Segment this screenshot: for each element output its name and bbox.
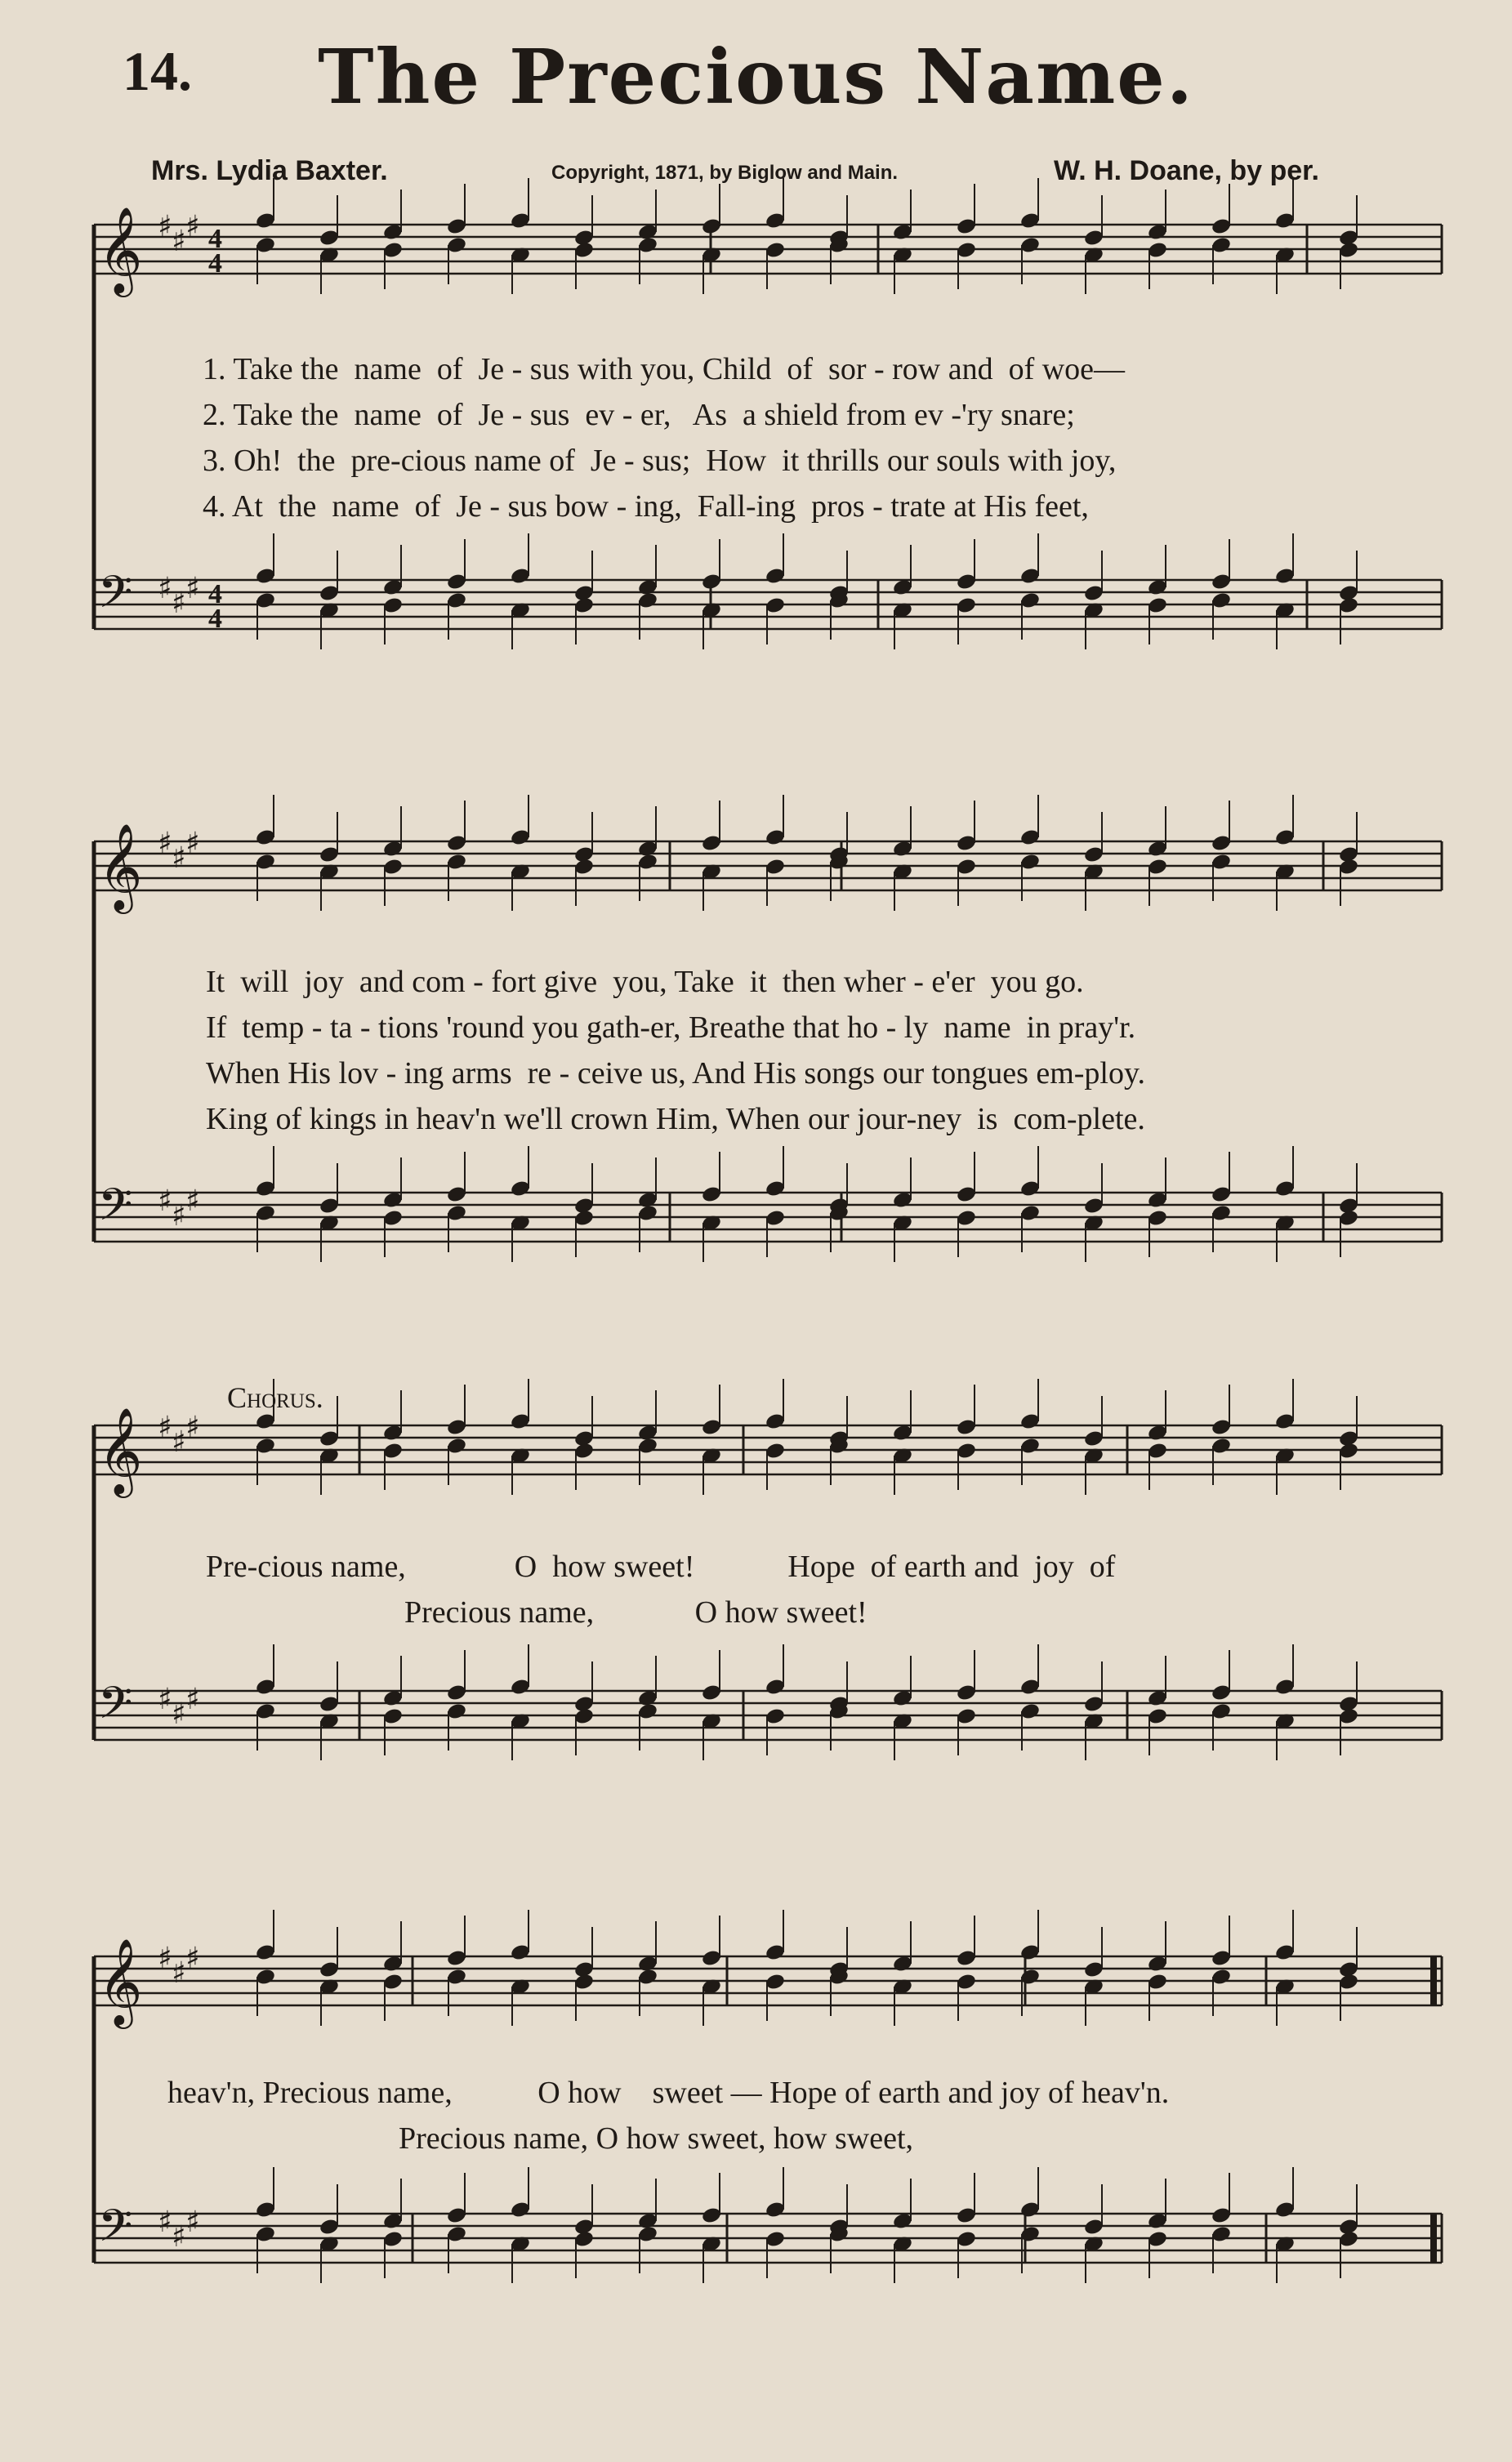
system-3-key-sharp: ♯ xyxy=(185,1683,200,1716)
system-1-treble-clef: 𝄞 xyxy=(98,206,143,293)
system-1-key-sharp: ♯ xyxy=(158,210,172,243)
system-1-time-signature: 4 xyxy=(208,604,222,634)
final-lyric-bass: Precious name, O how sweet, how sweet, xyxy=(399,2121,914,2156)
system-3-key-sharp: ♯ xyxy=(158,1411,172,1444)
composer-credit: W. H. Doane, by per. xyxy=(1054,155,1319,186)
author-credit: Mrs. Lydia Baxter. xyxy=(151,155,388,186)
copyright-notice: Copyright, 1871, by Biglow and Main. xyxy=(551,162,899,184)
chorus-lyric-bass: Precious name, O how sweet! xyxy=(404,1595,868,1630)
system-1-key-sharp: ♯ xyxy=(185,210,200,243)
system-1-key-sharp: ♯ xyxy=(172,587,186,620)
verse-3-line-2: When His lov - ing arms re - ceive us, And His songs our tongues em-ploy. xyxy=(206,1056,1146,1091)
system-3-key-sharp: ♯ xyxy=(185,1411,200,1444)
system-2-key-sharp: ♯ xyxy=(172,841,186,875)
system-1-key-sharp: ♯ xyxy=(185,572,200,605)
system-4-key-sharp: ♯ xyxy=(172,2220,186,2254)
system-2-key-sharp: ♯ xyxy=(172,1199,186,1233)
system-2-key-sharp: ♯ xyxy=(185,1184,200,1218)
verse-2-line-2: If temp - ta - tions 'round you gath-er, Breathe that ho - ly name in pray'r. xyxy=(206,1010,1136,1045)
verse-3-line-1: 3. Oh! the pre-cious name of Je - sus; How it thrills our souls with joy, xyxy=(203,444,1117,478)
verse-4-line-1: 4. At the name of Je - sus bow - ing, Fall-ing pros - trate at His feet, xyxy=(203,489,1089,524)
verse-1-line-2: It will joy and com - fort give you, Take it then wher - e'er you go. xyxy=(206,965,1084,999)
system-2-key-sharp: ♯ xyxy=(185,827,200,860)
system-1-key-sharp: ♯ xyxy=(172,225,186,258)
system-2-key-sharp: ♯ xyxy=(158,827,172,860)
system-1-key-sharp: ♯ xyxy=(158,572,172,605)
system-3-key-sharp: ♯ xyxy=(172,1697,186,1731)
system-3-key-sharp: ♯ xyxy=(158,1683,172,1716)
chorus-label: Chorus. xyxy=(227,1381,323,1414)
system-3-treble-clef: 𝄞 xyxy=(98,1407,143,1494)
hymn-title: The Precious Name. xyxy=(318,33,1194,121)
system-4-treble-clef: 𝄞 xyxy=(98,1938,143,2025)
hymn-number: 14. xyxy=(123,40,192,102)
system-2-bass-clef: 𝄢 xyxy=(98,1179,133,1242)
verse-1-line-1: 1. Take the name of Je - sus with you, Child of sor - row and of woe— xyxy=(203,352,1126,386)
chorus-lyric-soprano: Pre-cious name, O how sweet! Hope of earth and joy of xyxy=(206,1550,1116,1584)
system-1-time-signature: 4 xyxy=(208,224,222,254)
system-1-time-signature: 4 xyxy=(208,248,222,279)
system-2-key-sharp: ♯ xyxy=(158,1184,172,1218)
system-3-bass-clef: 𝄢 xyxy=(98,1677,133,1740)
system-4-key-sharp: ♯ xyxy=(185,2206,200,2239)
system-4-key-sharp: ♯ xyxy=(185,1942,200,1975)
verse-2-line-1: 2. Take the name of Je - sus ev - er, As a shield from ev -'ry snare; xyxy=(203,398,1075,432)
system-2-treble-clef: 𝄞 xyxy=(98,823,143,910)
system-4-key-sharp: ♯ xyxy=(158,2206,172,2239)
system-4-key-sharp: ♯ xyxy=(172,1956,186,1990)
system-4-key-sharp: ♯ xyxy=(158,1942,172,1975)
system-1-bass-clef: 𝄢 xyxy=(98,566,133,629)
system-1-time-signature: 4 xyxy=(208,579,222,609)
system-4-bass-clef: 𝄢 xyxy=(98,2200,133,2263)
system-3-key-sharp: ♯ xyxy=(172,1425,186,1459)
verse-4-line-2: King of kings in heav'n we'll crown Him, When our jour-ney is com-plete. xyxy=(206,1102,1145,1136)
final-lyric-soprano: heav'n, Precious name, O how sweet — Hope of earth and joy of heav'n. xyxy=(167,2076,1170,2110)
